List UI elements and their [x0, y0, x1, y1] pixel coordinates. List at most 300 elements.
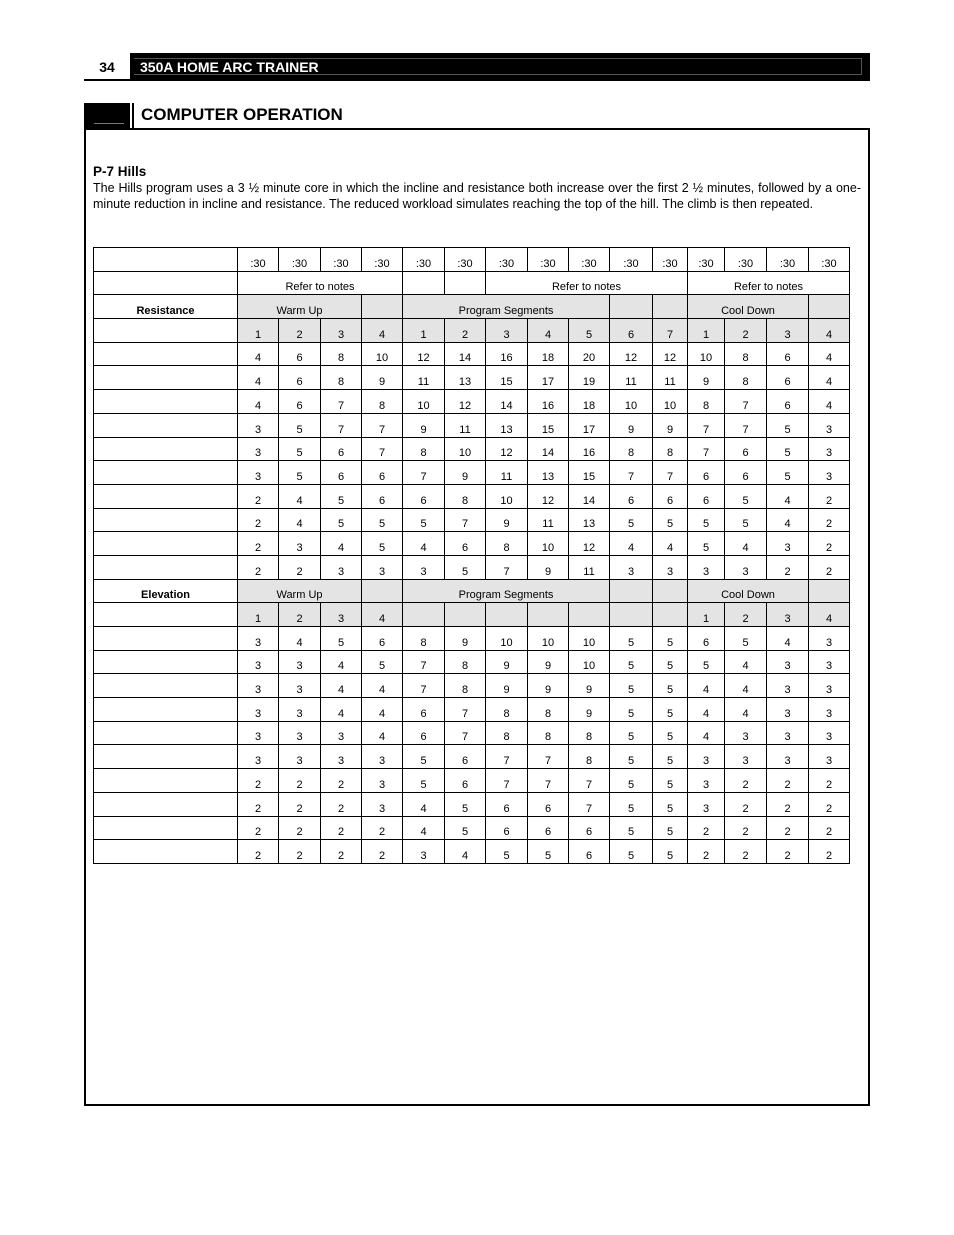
elevation-value-cell: 5	[403, 769, 445, 793]
page-header	[84, 53, 870, 81]
resistance-value-cell: 15	[528, 413, 569, 437]
resistance-value-cell: 4	[809, 390, 850, 414]
program-description: The Hills program uses a 3 ½ minute core in which the incline and resistance both increase over the first 2 ½ minutes, followed by a one-minute reduction in incline and resistance. The reduced workload simulates reaching the top of the hill. The climb is then repeated.	[93, 181, 861, 211]
resistance-value-cell: 18	[569, 390, 610, 414]
resistance-value-cell: 10	[688, 342, 725, 366]
resistance-value-cell: 11	[653, 366, 688, 390]
elevation-value-cell: 3	[725, 745, 767, 769]
elevation-value-cell: 8	[569, 745, 610, 769]
segment-number-cell	[528, 603, 569, 627]
resistance-value-cell: 16	[486, 342, 528, 366]
segment-number-cell: 2	[445, 319, 486, 343]
elevation-value-cell: 8	[528, 721, 569, 745]
elevation-value-cell: 2	[321, 840, 362, 864]
resistance-value-cell: 5	[362, 508, 403, 532]
resistance-level-row	[94, 484, 850, 508]
empty-cell	[362, 295, 403, 319]
elevation-value-cell: 6	[486, 816, 528, 840]
elevation-value-cell: 3	[238, 698, 279, 722]
elevation-value-cell: 5	[445, 792, 486, 816]
time-cell: :30	[486, 248, 528, 272]
elevation-value-cell: 3	[279, 745, 321, 769]
resistance-value-cell: 5	[279, 437, 321, 461]
elevation-value-cell: 5	[362, 650, 403, 674]
elevation-value-cell: 3	[809, 721, 850, 745]
resistance-value-cell: 7	[653, 461, 688, 485]
elevation-level-row	[94, 840, 850, 864]
resistance-level-row	[94, 555, 850, 579]
resistance-value-cell: 3	[809, 461, 850, 485]
elevation-value-cell: 8	[403, 627, 445, 651]
empty-cell	[610, 295, 653, 319]
resistance-level-row	[94, 532, 850, 556]
elevation-value-cell: 8	[486, 698, 528, 722]
empty-cell	[94, 698, 238, 722]
empty-cell	[94, 674, 238, 698]
resistance-value-cell: 4	[610, 532, 653, 556]
elevation-value-cell: 2	[238, 769, 279, 793]
resistance-level-row	[94, 508, 850, 532]
elevation-value-cell: 5	[653, 721, 688, 745]
cool-down-label: Cool Down	[688, 295, 809, 319]
resistance-value-cell: 8	[610, 437, 653, 461]
elevation-level-row	[94, 650, 850, 674]
elevation-value-cell: 3	[688, 745, 725, 769]
empty-cell	[94, 366, 238, 390]
elevation-value-cell: 8	[445, 650, 486, 674]
elevation-value-cell: 2	[767, 792, 809, 816]
elevation-value-cell: 5	[486, 840, 528, 864]
elevation-value-cell: 3	[767, 721, 809, 745]
elevation-level-row	[94, 698, 850, 722]
elevation-level-row	[94, 769, 850, 793]
elevation-value-cell: 2	[362, 840, 403, 864]
elevation-value-cell: 2	[238, 816, 279, 840]
time-cell: :30	[362, 248, 403, 272]
resistance-value-cell: 2	[767, 555, 809, 579]
empty-cell	[610, 579, 653, 603]
resistance-value-cell: 6	[767, 366, 809, 390]
section-title: COMPUTER OPERATION	[141, 105, 343, 124]
resistance-value-cell: 7	[362, 437, 403, 461]
elevation-value-cell: 5	[725, 627, 767, 651]
empty-cell	[809, 579, 850, 603]
resistance-value-cell: 13	[528, 461, 569, 485]
elevation-value-cell: 3	[767, 698, 809, 722]
resistance-segment-row	[94, 319, 850, 343]
elevation-value-cell: 2	[809, 816, 850, 840]
resistance-value-cell: 5	[362, 532, 403, 556]
resistance-value-cell: 3	[279, 532, 321, 556]
elevation-value-cell: 6	[445, 745, 486, 769]
segment-number-cell: 3	[767, 603, 809, 627]
resistance-value-cell: 11	[403, 366, 445, 390]
resistance-value-cell: 8	[725, 366, 767, 390]
resistance-value-cell: 12	[653, 342, 688, 366]
elevation-value-cell: 3	[809, 627, 850, 651]
elevation-value-cell: 4	[403, 816, 445, 840]
elevation-value-cell: 2	[809, 769, 850, 793]
resistance-value-cell: 3	[610, 555, 653, 579]
resistance-value-cell: 5	[610, 508, 653, 532]
elevation-value-cell: 2	[725, 816, 767, 840]
elevation-value-cell: 2	[279, 816, 321, 840]
segment-number-cell: 7	[653, 319, 688, 343]
resistance-value-cell: 8	[725, 342, 767, 366]
resistance-value-cell: 9	[362, 366, 403, 390]
elevation-value-cell: 3	[279, 698, 321, 722]
elevation-value-cell: 3	[767, 745, 809, 769]
elevation-value-cell: 2	[725, 792, 767, 816]
segment-number-cell: 3	[486, 319, 528, 343]
elevation-value-cell: 4	[688, 721, 725, 745]
resistance-value-cell: 9	[653, 413, 688, 437]
segment-number-cell: 4	[362, 603, 403, 627]
elevation-value-cell: 6	[486, 792, 528, 816]
resistance-value-cell: 5	[279, 413, 321, 437]
empty-cell	[809, 295, 850, 319]
elevation-value-cell: 2	[809, 792, 850, 816]
resistance-value-cell: 8	[688, 390, 725, 414]
resistance-value-cell: 7	[321, 390, 362, 414]
resistance-value-cell: 14	[569, 484, 610, 508]
elevation-value-cell: 5	[653, 650, 688, 674]
resistance-value-cell: 6	[279, 342, 321, 366]
elevation-value-cell: 9	[569, 698, 610, 722]
resistance-value-cell: 3	[238, 437, 279, 461]
elevation-value-cell: 3	[238, 745, 279, 769]
resistance-value-cell: 11	[610, 366, 653, 390]
resistance-value-cell: 10	[486, 484, 528, 508]
resistance-value-cell: 9	[403, 413, 445, 437]
resistance-level-row	[94, 366, 850, 390]
elevation-value-cell: 3	[688, 792, 725, 816]
resistance-value-cell: 13	[445, 366, 486, 390]
elevation-level-row	[94, 816, 850, 840]
elevation-value-cell: 8	[528, 698, 569, 722]
resistance-value-cell: 6	[725, 461, 767, 485]
elevation-value-cell: 2	[767, 769, 809, 793]
segment-number-cell: 1	[403, 319, 445, 343]
resistance-value-cell: 5	[725, 484, 767, 508]
resistance-value-cell: 2	[809, 555, 850, 579]
resistance-value-cell: 3	[653, 555, 688, 579]
resistance-value-cell: 5	[688, 532, 725, 556]
resistance-value-cell: 11	[445, 413, 486, 437]
segment-number-cell: 3	[321, 319, 362, 343]
elevation-value-cell: 5	[403, 745, 445, 769]
elevation-value-cell: 10	[486, 627, 528, 651]
resistance-value-cell: 6	[767, 390, 809, 414]
elevation-value-cell: 3	[688, 769, 725, 793]
time-cell: :30	[445, 248, 486, 272]
resistance-value-cell: 2	[238, 532, 279, 556]
elevation-value-cell: 2	[725, 840, 767, 864]
elevation-value-cell: 3	[767, 650, 809, 674]
program-title: P-7 Hills	[93, 164, 147, 179]
segment-number-cell: 5	[569, 319, 610, 343]
empty-cell	[94, 461, 238, 485]
resistance-value-cell: 8	[403, 437, 445, 461]
resistance-value-cell: 4	[238, 390, 279, 414]
elevation-value-cell: 4	[767, 627, 809, 651]
elevation-value-cell: 4	[362, 721, 403, 745]
elevation-value-cell: 3	[279, 721, 321, 745]
empty-cell	[94, 508, 238, 532]
elevation-value-cell: 10	[569, 627, 610, 651]
resistance-value-cell: 8	[321, 366, 362, 390]
empty-cell	[94, 390, 238, 414]
segment-number-cell: 2	[279, 319, 321, 343]
elevation-value-cell: 5	[610, 674, 653, 698]
elevation-value-cell: 6	[403, 721, 445, 745]
resistance-value-cell: 12	[486, 437, 528, 461]
segment-number-cell: 3	[321, 603, 362, 627]
elevation-value-cell: 3	[403, 840, 445, 864]
notes-cell: Refer to notes	[238, 271, 403, 295]
resistance-value-cell: 3	[725, 555, 767, 579]
elevation-value-cell: 2	[279, 840, 321, 864]
elevation-value-cell: 7	[528, 769, 569, 793]
elevation-value-cell: 6	[445, 769, 486, 793]
elevation-value-cell: 5	[653, 769, 688, 793]
time-cell: :30	[279, 248, 321, 272]
resistance-value-cell: 3	[321, 555, 362, 579]
program-segments-label: Program Segments	[403, 295, 610, 319]
resistance-value-cell: 2	[238, 484, 279, 508]
resistance-value-cell: 3	[688, 555, 725, 579]
elevation-value-cell: 10	[569, 650, 610, 674]
notes-cell: Refer to notes	[688, 271, 850, 295]
resistance-value-cell: 4	[238, 342, 279, 366]
resistance-value-cell: 7	[725, 413, 767, 437]
resistance-value-cell: 6	[610, 484, 653, 508]
segment-number-cell: 3	[767, 319, 809, 343]
resistance-value-cell: 12	[569, 532, 610, 556]
elevation-value-cell: 5	[445, 816, 486, 840]
elevation-value-cell: 9	[445, 627, 486, 651]
resistance-value-cell: 6	[362, 484, 403, 508]
empty-cell	[94, 555, 238, 579]
time-cell: :30	[767, 248, 809, 272]
elevation-value-cell: 5	[653, 840, 688, 864]
elevation-value-cell: 6	[569, 816, 610, 840]
section-divider	[132, 103, 134, 128]
resistance-value-cell: 12	[403, 342, 445, 366]
elevation-value-cell: 9	[528, 650, 569, 674]
resistance-level-row	[94, 342, 850, 366]
elevation-value-cell: 3	[362, 792, 403, 816]
resistance-value-cell: 8	[445, 484, 486, 508]
resistance-value-cell: 8	[653, 437, 688, 461]
empty-cell	[94, 342, 238, 366]
resistance-value-cell: 3	[809, 437, 850, 461]
segment-number-cell: 1	[238, 603, 279, 627]
empty-cell	[94, 603, 238, 627]
elevation-value-cell: 7	[403, 650, 445, 674]
resistance-value-cell: 4	[279, 508, 321, 532]
resistance-value-cell: 4	[653, 532, 688, 556]
elevation-value-cell: 3	[238, 674, 279, 698]
resistance-value-cell: 10	[445, 437, 486, 461]
empty-cell	[362, 579, 403, 603]
elevation-value-cell: 9	[569, 674, 610, 698]
resistance-value-cell: 6	[279, 366, 321, 390]
elevation-value-cell: 4	[362, 674, 403, 698]
elevation-value-cell: 6	[528, 816, 569, 840]
elevation-value-cell: 3	[362, 745, 403, 769]
resistance-value-cell: 19	[569, 366, 610, 390]
resistance-label: Resistance	[94, 295, 238, 319]
empty-cell	[653, 579, 688, 603]
resistance-value-cell: 9	[688, 366, 725, 390]
elevation-value-cell: 8	[486, 721, 528, 745]
elevation-level-row	[94, 627, 850, 651]
elevation-value-cell: 3	[809, 745, 850, 769]
resistance-value-cell: 16	[528, 390, 569, 414]
resistance-value-cell: 4	[725, 532, 767, 556]
resistance-level-row	[94, 461, 850, 485]
time-row	[94, 248, 850, 272]
resistance-value-cell: 13	[569, 508, 610, 532]
elevation-value-cell: 5	[653, 792, 688, 816]
segment-number-cell	[610, 603, 653, 627]
elevation-level-row	[94, 745, 850, 769]
elevation-value-cell: 7	[403, 674, 445, 698]
elevation-value-cell: 2	[321, 769, 362, 793]
elevation-value-cell: 4	[362, 698, 403, 722]
resistance-value-cell: 9	[610, 413, 653, 437]
elevation-value-cell: 2	[321, 792, 362, 816]
empty-cell	[94, 484, 238, 508]
time-cell: :30	[809, 248, 850, 272]
elevation-value-cell: 3	[362, 769, 403, 793]
segment-number-cell: 4	[528, 319, 569, 343]
elevation-value-cell: 3	[238, 650, 279, 674]
elevation-value-cell: 3	[238, 721, 279, 745]
segment-number-cell: 4	[362, 319, 403, 343]
resistance-value-cell: 10	[403, 390, 445, 414]
resistance-value-cell: 6	[279, 390, 321, 414]
elevation-value-cell: 5	[610, 627, 653, 651]
elevation-value-cell: 6	[688, 627, 725, 651]
resistance-value-cell: 5	[767, 413, 809, 437]
elevation-label: Elevation	[94, 579, 238, 603]
elevation-value-cell: 2	[238, 792, 279, 816]
segment-number-cell: 2	[725, 319, 767, 343]
elevation-value-cell: 5	[610, 745, 653, 769]
resistance-value-cell: 10	[653, 390, 688, 414]
resistance-value-cell: 7	[445, 508, 486, 532]
elevation-value-cell: 3	[321, 721, 362, 745]
resistance-value-cell: 7	[688, 413, 725, 437]
elevation-value-cell: 2	[767, 840, 809, 864]
empty-cell	[94, 532, 238, 556]
empty-cell	[94, 650, 238, 674]
empty-cell	[94, 745, 238, 769]
resistance-value-cell: 6	[321, 437, 362, 461]
empty-cell	[403, 271, 445, 295]
resistance-value-cell: 4	[809, 366, 850, 390]
time-cell: :30	[238, 248, 279, 272]
elevation-level-row	[94, 674, 850, 698]
segment-number-cell	[569, 603, 610, 627]
elevation-value-cell: 2	[238, 840, 279, 864]
resistance-value-cell: 7	[486, 555, 528, 579]
elevation-value-cell: 2	[688, 816, 725, 840]
resistance-value-cell: 6	[725, 437, 767, 461]
resistance-value-cell: 15	[486, 366, 528, 390]
elevation-value-cell: 4	[688, 698, 725, 722]
resistance-value-cell: 6	[767, 342, 809, 366]
elevation-value-cell: 3	[279, 674, 321, 698]
resistance-value-cell: 3	[403, 555, 445, 579]
elevation-value-cell: 2	[279, 792, 321, 816]
resistance-value-cell: 4	[403, 532, 445, 556]
resistance-value-cell: 2	[279, 555, 321, 579]
time-cell: :30	[321, 248, 362, 272]
elevation-value-cell: 5	[610, 769, 653, 793]
elevation-value-cell: 3	[809, 650, 850, 674]
elevation-value-cell: 7	[486, 745, 528, 769]
resistance-value-cell: 12	[610, 342, 653, 366]
resistance-value-cell: 13	[486, 413, 528, 437]
elevation-value-cell: 5	[653, 745, 688, 769]
elevation-value-cell: 6	[528, 792, 569, 816]
elevation-value-cell: 3	[321, 745, 362, 769]
resistance-value-cell: 5	[445, 555, 486, 579]
resistance-value-cell: 17	[569, 413, 610, 437]
elevation-value-cell: 6	[362, 627, 403, 651]
resistance-value-cell: 7	[403, 461, 445, 485]
elevation-value-cell: 5	[610, 840, 653, 864]
elevation-value-cell: 7	[569, 792, 610, 816]
resistance-value-cell: 14	[486, 390, 528, 414]
elevation-value-cell: 7	[445, 698, 486, 722]
segment-number-cell	[486, 603, 528, 627]
resistance-value-cell: 11	[486, 461, 528, 485]
elevation-value-cell: 6	[569, 840, 610, 864]
empty-cell	[94, 271, 238, 295]
elevation-value-cell: 5	[610, 792, 653, 816]
segment-number-cell: 4	[809, 603, 850, 627]
empty-cell	[94, 627, 238, 651]
elevation-value-cell: 5	[528, 840, 569, 864]
segment-number-cell: 1	[688, 319, 725, 343]
resistance-value-cell: 2	[809, 532, 850, 556]
elevation-value-cell: 5	[610, 816, 653, 840]
elevation-value-cell: 3	[725, 721, 767, 745]
resistance-value-cell: 5	[321, 484, 362, 508]
resistance-value-cell: 3	[238, 461, 279, 485]
elevation-value-cell: 4	[725, 650, 767, 674]
program-table	[93, 247, 850, 864]
time-cell: :30	[569, 248, 610, 272]
resistance-value-cell: 7	[610, 461, 653, 485]
elevation-value-cell: 7	[528, 745, 569, 769]
elevation-value-cell: 9	[486, 674, 528, 698]
elevation-value-cell: 4	[321, 674, 362, 698]
notes-row	[94, 271, 850, 295]
elevation-value-cell: 4	[321, 698, 362, 722]
resistance-phase-row	[94, 295, 850, 319]
resistance-level-row	[94, 437, 850, 461]
elevation-value-cell: 2	[279, 769, 321, 793]
resistance-value-cell: 7	[725, 390, 767, 414]
elevation-value-cell: 4	[725, 698, 767, 722]
resistance-value-cell: 4	[767, 508, 809, 532]
time-cell: :30	[403, 248, 445, 272]
